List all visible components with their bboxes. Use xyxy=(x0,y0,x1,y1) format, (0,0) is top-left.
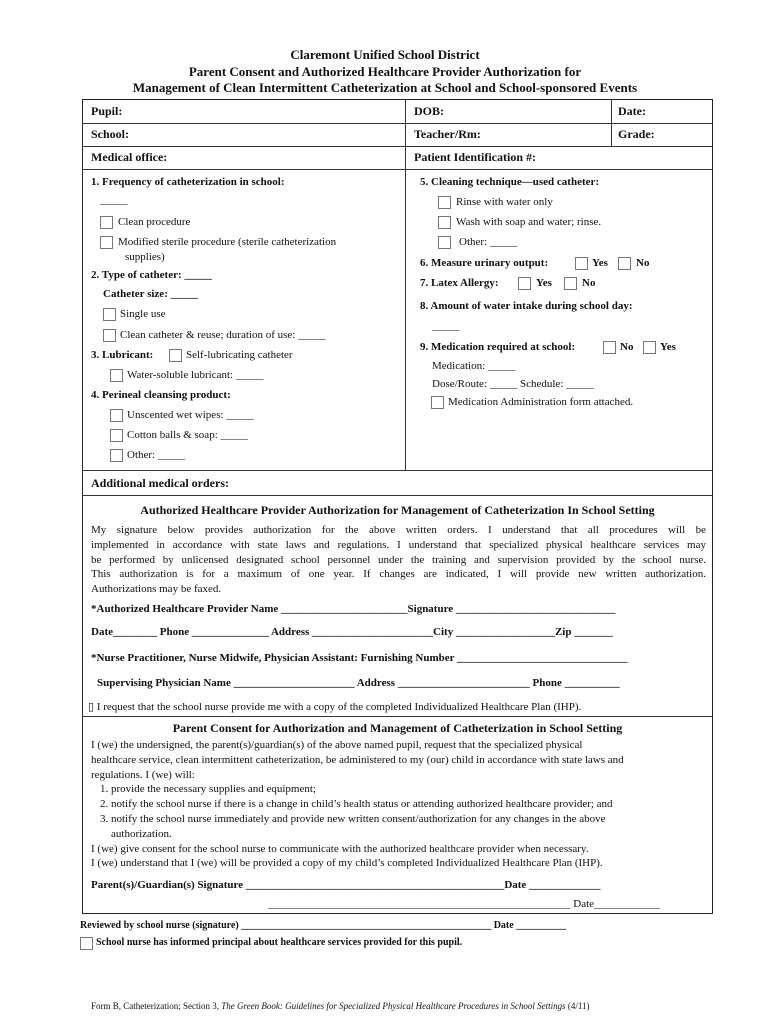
parent-section-title: Parent Consent for Authorization and Management of Catheterization in School Setting xyxy=(172,721,623,735)
q5-cleaning: 5. Cleaning technique—used catheter: xyxy=(420,176,600,188)
footer-prefix: Form B, Catheterization; Section 3, xyxy=(91,1001,222,1011)
wet-wipes-label: Unscented wet wipes: _____ xyxy=(127,409,254,421)
water-soluble-label: Water-soluble lubricant: _____ xyxy=(127,369,264,381)
patient-id-label: Patient Identification #: xyxy=(414,150,536,164)
modified-sterile-label-cont: supplies) xyxy=(125,251,165,263)
ihp-request-row xyxy=(88,700,581,713)
medication-yes-label: Yes xyxy=(660,341,676,353)
clean-reuse-checkbox[interactable] xyxy=(103,329,116,342)
medical-office-label: Medical office: xyxy=(91,150,168,164)
divider xyxy=(82,716,713,717)
form-title-line1: Parent Consent and Authorized Healthcare Provider Authorization for xyxy=(188,64,582,79)
dob-label: DOB: xyxy=(414,104,444,118)
cotton-balls-label: Cotton balls & soap: _____ xyxy=(127,429,248,441)
q3-lubricant: 3. Lubricant: xyxy=(91,349,154,361)
ihp-request-checkbox[interactable]: ▯ xyxy=(88,701,95,713)
consent-list-item: 2. notify the school nurse if there is a change in child’s health status or attending authorized healthcare provider; and xyxy=(100,798,613,811)
divider xyxy=(82,470,713,471)
single-use-checkbox[interactable] xyxy=(103,308,116,321)
consent-line: I (we) the undersigned, the parent(s)/guardian(s) of the above named pupil, request that the specialized physical xyxy=(91,739,583,751)
single-use-label: Single use xyxy=(120,308,166,320)
provider-name-signature: *Authorized Healthcare Provider Name _______________________Signature _____________________________ xyxy=(91,603,616,615)
consent-list-item: 3. notify the school nurse immediately and provide new written consent/authorization for any changes in the above xyxy=(100,812,606,825)
q8-blank: _____ xyxy=(432,320,460,332)
ihp-request-label: I request that the school nurse provide me with a copy of the completed Individualized Healthcare Plan (IHP). xyxy=(96,701,582,713)
latex-no-checkbox[interactable] xyxy=(564,277,577,290)
latex-no-label: No xyxy=(582,277,596,289)
q1-frequency: 1. Frequency of catheterization in school: xyxy=(91,176,285,188)
latex-yes-checkbox[interactable] xyxy=(518,277,531,290)
teacher-label: Teacher/Rm: xyxy=(414,127,481,141)
grade-label: Grade: xyxy=(618,127,655,141)
q4-perineal: 4. Perineal cleansing product: xyxy=(91,389,231,401)
urinary-yes-label: Yes xyxy=(592,257,608,269)
cotton-balls-checkbox[interactable] xyxy=(110,429,123,442)
consent-line: I (we) understand that I (we) will be provided a copy of my child’s completed Individualized Healthcare Plan (IHP). xyxy=(91,857,603,870)
urinary-yes-checkbox[interactable] xyxy=(575,257,588,270)
pupil-label: Pupil: xyxy=(91,104,123,118)
urinary-no-label: No xyxy=(636,257,650,269)
rinse-water-label: Rinse with water only xyxy=(456,196,553,208)
statement-line: implemented in accordance with state laws and regulations. I understand that specialized physical healthcare services may xyxy=(91,538,706,551)
statement-line: This authorization is for a maximum of one year. If changes are indicated, I will provide new written authorization. xyxy=(91,568,706,581)
urinary-no-checkbox[interactable] xyxy=(618,257,631,270)
divider xyxy=(82,123,713,124)
divider xyxy=(82,495,713,496)
latex-yes-label: Yes xyxy=(536,277,552,289)
q9-medication: 9. Medication required at school: xyxy=(420,341,576,353)
consent-line: healthcare service, clean intermittent catheterization, be administered to my (our) child in accordance with state laws and xyxy=(91,753,624,766)
q6-urinary: 6. Measure urinary output: xyxy=(420,257,549,269)
principal-informed-label: School nurse has informed principal about healthcare services provided for this pupil. xyxy=(96,937,463,948)
cleaning-other-label: Other: _____ xyxy=(459,236,518,248)
date-label: Date: xyxy=(618,104,646,118)
cleaning-other-checkbox[interactable] xyxy=(438,236,451,249)
modified-sterile-checkbox[interactable] xyxy=(100,236,113,249)
page-footer xyxy=(91,1001,590,1011)
catheter-size: Catheter size: _____ xyxy=(103,288,199,300)
district-title: Claremont Unified School District xyxy=(290,47,480,62)
footer-suffix: (4/11) xyxy=(565,1001,590,1011)
parent-signature-line-2: _______________________________________________________ Date____________ xyxy=(268,898,661,910)
self-lubricating-checkbox[interactable] xyxy=(169,349,182,362)
q7-latex: 7. Latex Allergy: xyxy=(420,277,499,289)
divider xyxy=(82,169,713,170)
footer-book-title: The Green Book: Guidelines for Specialized Physical Healthcare Procedures in School Settings xyxy=(221,1001,566,1011)
med-admin-form-checkbox[interactable] xyxy=(431,396,444,409)
provider-statement xyxy=(91,523,706,597)
form-title-line2: Management of Clean Intermittent Catheterization at School and School-sponsored Events xyxy=(132,80,638,95)
wash-soap-label: Wash with soap and water; rinse. xyxy=(456,216,602,228)
parent-signature-line: Parent(s)/Guardian(s) Signature _______________________________________________Date _____________ xyxy=(91,879,601,891)
modified-sterile-label: Modified sterile procedure (sterile catheterization xyxy=(118,236,337,248)
consent-line: regulations. I (we) will: xyxy=(91,768,195,781)
medication-field: Medication: _____ xyxy=(432,360,516,372)
divider xyxy=(82,146,713,147)
clean-reuse-label: Clean catheter & reuse; duration of use: _____ xyxy=(120,329,326,341)
principal-informed-checkbox[interactable] xyxy=(80,937,93,950)
wash-soap-checkbox[interactable] xyxy=(438,216,451,229)
parent-consent-text xyxy=(91,738,624,871)
furnishing-number-line: *Nurse Practitioner, Nurse Midwife, Physician Assistant: Furnishing Number _______________________________ xyxy=(91,652,628,664)
dose-schedule-field: Dose/Route: _____ Schedule: _____ xyxy=(432,378,594,390)
cleansing-other-label: Other: _____ xyxy=(127,449,186,461)
statement-line: Authorizations may be faxed. xyxy=(91,583,222,596)
additional-orders-label: Additional medical orders: xyxy=(91,476,229,490)
medication-yes-checkbox[interactable] xyxy=(643,341,656,354)
cleansing-other-checkbox[interactable] xyxy=(110,449,123,462)
water-soluble-checkbox[interactable] xyxy=(110,369,123,382)
supervising-physician-line: Supervising Physician Name ______________________ Address ________________________ Phone __________ xyxy=(97,677,620,689)
medication-no-label: No xyxy=(620,341,634,353)
provider-section-title: Authorized Healthcare Provider Authorization for Management of Catheterization In School Setting xyxy=(140,503,655,517)
statement-line: My signature below provides authorization for the above written orders. I understand that all procedures will be xyxy=(91,524,706,536)
rinse-water-checkbox[interactable] xyxy=(438,196,451,209)
consent-list-item: authorization. xyxy=(111,827,172,840)
divider xyxy=(611,99,612,146)
nurse-review-line: Reviewed by school nurse (signature) __________________________________________________ Date __________ xyxy=(80,920,567,931)
q1-blank: _____ xyxy=(100,194,128,206)
school-label: School: xyxy=(91,127,130,141)
provider-contact-line: Date________ Phone ______________ Address ______________________City __________________Zip _______ xyxy=(91,626,613,638)
self-lubricating-label: Self-lubricating catheter xyxy=(186,349,293,361)
clean-procedure-label: Clean procedure xyxy=(118,216,191,228)
divider xyxy=(405,99,406,470)
medication-no-checkbox[interactable] xyxy=(603,341,616,354)
clean-procedure-checkbox[interactable] xyxy=(100,216,113,229)
med-admin-form-label: Medication Administration form attached. xyxy=(448,396,634,408)
statement-line: be performed by unlicensed designated school personnel under the training and supervision provided by the school nurse. xyxy=(91,553,706,566)
wet-wipes-checkbox[interactable] xyxy=(110,409,123,422)
consent-line: I (we) give consent for the school nurse to communicate with the authorized healthcare provider when necessary. xyxy=(91,842,589,855)
q8-water: 8. Amount of water intake during school day: xyxy=(420,300,633,312)
q2-catheter-type: 2. Type of catheter: _____ xyxy=(91,269,212,281)
consent-list-item: 1. provide the necessary supplies and equipment; xyxy=(100,783,316,796)
